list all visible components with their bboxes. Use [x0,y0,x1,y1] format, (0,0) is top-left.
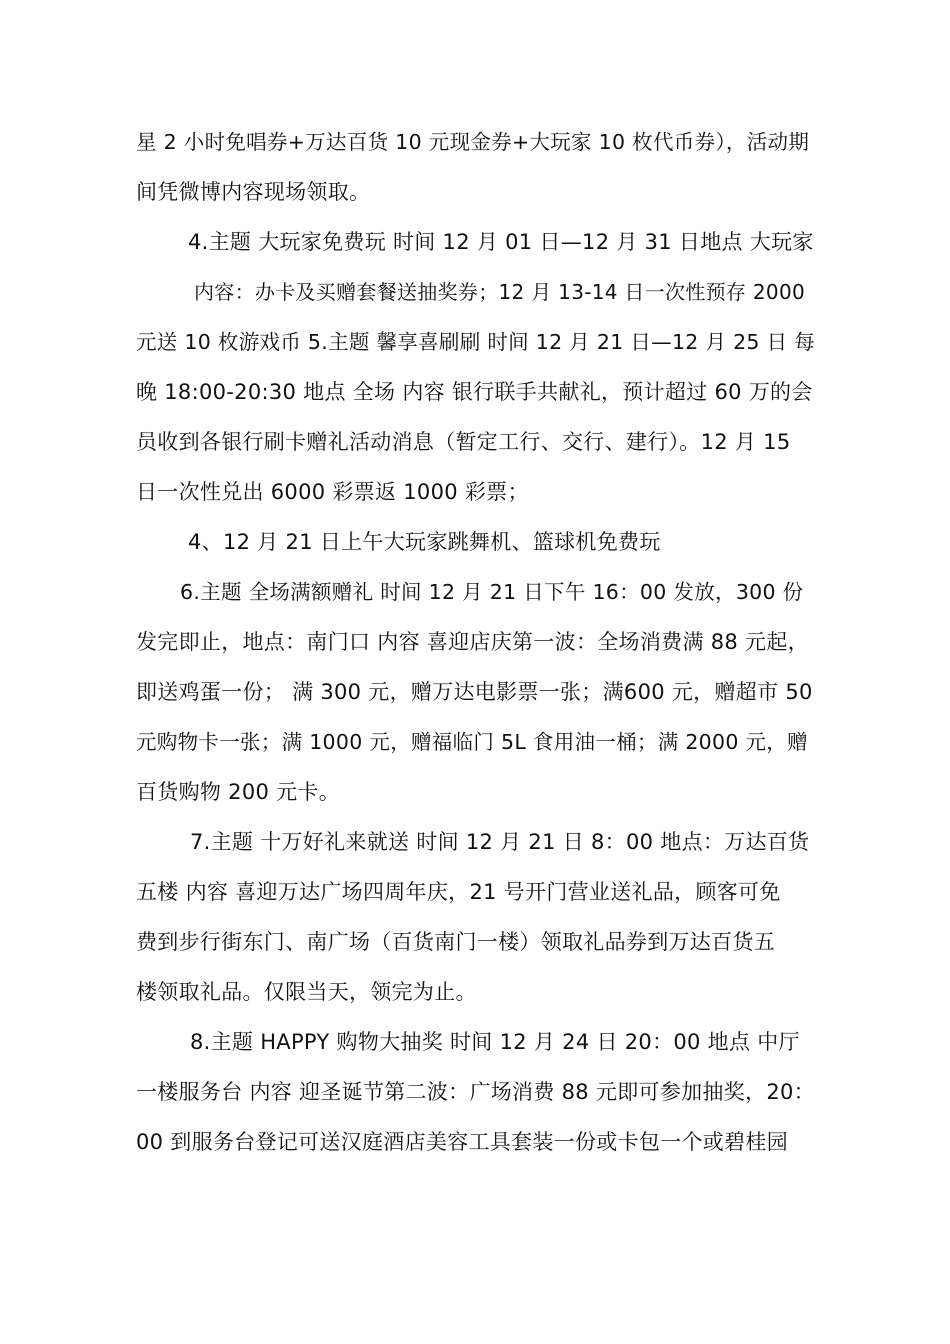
text-line-9: 4、12 月 21 日上午大玩家跳舞机、篮球机免费玩 [188,530,661,554]
text-line-21: 00 到服务台登记可送汉庭酒店美容工具套装一份或卡包一个或碧桂园 [136,1130,788,1154]
text-line-7: 员收到各银行刷卡赠礼活动消息（暂定工行、交行、建行）。12 月 15 [136,430,791,454]
text-line-15: 7.主题 十万好礼来就送 时间 12 月 21 日 8：00 地点：万达百货 [190,830,810,854]
text-line-3: 4.主题 大玩家免费玩 时间 12 月 01 日—12 月 31 日地点 大玩家 [188,230,814,254]
text-line-14: 百货购物 200 元卡。 [136,780,341,804]
text-line-18: 楼领取礼品。仅限当天，领完为止。 [136,980,477,1004]
text-line-1: 星 2 小时免唱券+万达百货 10 元现金券+大玩家 10 枚代币券），活动期 [136,130,810,154]
text-line-12: 即送鸡蛋一份； 满 300 元，赠万达电影票一张；满600 元，赠超市 50 [136,680,813,704]
text-line-11: 发完即止，地点：南门口 内容 喜迎店庆第一波：全场消费满 88 元起， [136,630,809,654]
text-line-5: 元送 10 枚游戏币 5.主题 馨享喜刷刷 时间 12 月 21 日—12 月 25 日 每 [136,330,815,354]
text-line-6: 晚 18:00-20:30 地点 全场 内容 银行联手共献礼，预计超过 60 万的会 [136,380,813,404]
text-line-10: 6.主题 全场满额赠礼 时间 12 月 21 日下午 16：00 发放，300 份 [180,580,804,604]
text-line-13: 元购物卡一张；满 1000 元，赠福临门 5L 食用油一桶；满 2000 元，赠 [136,730,808,754]
text-line-4: 内容：办卡及买赠套餐送抽奖券；12 月 13-14 日一次性预存 2000 [194,280,805,304]
text-line-17: 费到步行街东门、南广场（百货南门一楼）领取礼品券到万达百货五 [136,930,775,954]
text-line-19: 8.主题 HAPPY 购物大抽奖 时间 12 月 24 日 20：00 地点 中厅 [190,1030,800,1054]
text-line-8: 日一次性兑出 6000 彩票返 1000 彩票； [136,480,529,504]
text-line-2: 间凭微博内容现场领取。 [136,180,371,204]
text-line-20: 一楼服务台 内容 迎圣诞节第二波：广场消费 88 元即可参加抽奖，20： [136,1080,815,1104]
text-line-16: 五楼 内容 喜迎万达广场四周年庆，21 号开门营业送礼品，顾客可免 [136,880,781,904]
